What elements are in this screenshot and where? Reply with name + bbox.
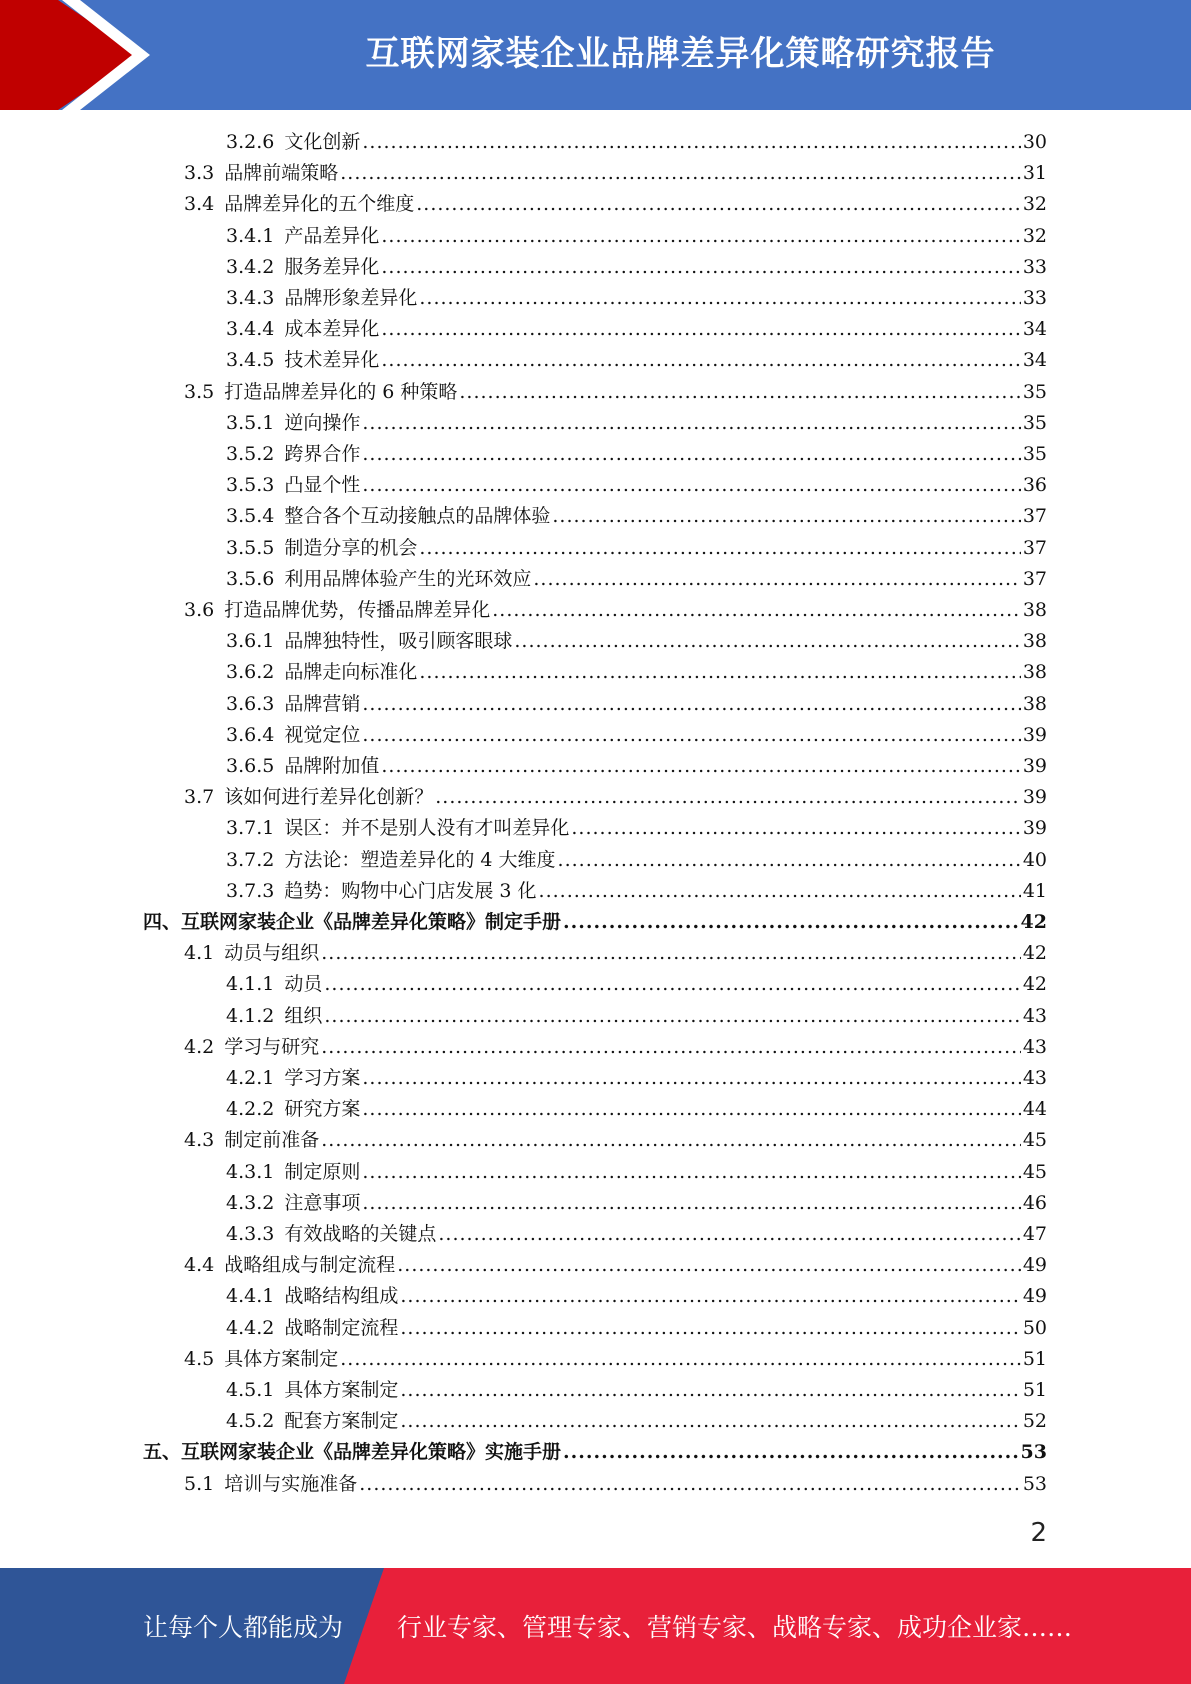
toc-entry[interactable] bbox=[226, 533, 1047, 564]
toc-entry[interactable] bbox=[184, 158, 1047, 189]
toc-entry[interactable] bbox=[143, 1437, 1047, 1468]
toc-entry-title: 服务差异化 bbox=[284, 255, 380, 278]
toc-entry-number: 3.5.3 bbox=[226, 474, 275, 497]
toc-leader-dots bbox=[435, 782, 1021, 813]
toc-leader-dots bbox=[362, 689, 1020, 720]
toc-entry-page: 41 bbox=[1022, 879, 1047, 902]
toc-entry[interactable] bbox=[226, 1219, 1047, 1250]
toc-leader-dots bbox=[381, 221, 1020, 252]
toc-entry-title: 战略组成与制定流程 bbox=[224, 1254, 396, 1277]
toc-entry-page: 50 bbox=[1022, 1316, 1047, 1339]
toc-entry[interactable] bbox=[226, 1281, 1047, 1312]
toc-entry-number: 4.5.2 bbox=[226, 1410, 275, 1433]
toc-leader-dots bbox=[381, 751, 1020, 782]
toc-entry-title: 制定前准备 bbox=[224, 1129, 320, 1152]
toc-entry[interactable] bbox=[226, 1313, 1047, 1344]
toc-entry-title: 视觉定位 bbox=[284, 723, 361, 746]
toc-leader-dots bbox=[362, 127, 1020, 158]
footer-slogan-right: 行业专家、管理专家、营销专家、战略专家、成功企业家…… bbox=[397, 1613, 1073, 1642]
toc-entry-page: 53 bbox=[1022, 1472, 1047, 1495]
header-title: 互联网家装企业品牌差异化策略研究报告 bbox=[365, 34, 996, 74]
toc-entry[interactable] bbox=[226, 689, 1047, 720]
toc-entry[interactable] bbox=[226, 969, 1047, 1000]
toc-entry-number: 3.4.2 bbox=[226, 255, 275, 278]
toc-entry-page: 35 bbox=[1022, 380, 1047, 403]
toc-entry-title: 动员与组织 bbox=[224, 942, 320, 965]
toc-entry-title: 组织 bbox=[284, 1004, 323, 1027]
toc-entry-page: 38 bbox=[1022, 692, 1047, 715]
toc-entry-title: 逆向操作 bbox=[284, 411, 361, 434]
toc-entry-page: 51 bbox=[1022, 1379, 1047, 1401]
toc-leader-dots bbox=[362, 720, 1020, 751]
toc-entry[interactable] bbox=[226, 501, 1047, 532]
toc-leader-dots bbox=[381, 314, 1020, 345]
toc-entry[interactable] bbox=[226, 720, 1047, 751]
toc-entry-number: 4.5 bbox=[184, 1347, 215, 1370]
toc-entry-number: 4.1.2 bbox=[226, 1004, 275, 1027]
toc-entry-title: 制造分享的机会 bbox=[284, 536, 418, 559]
toc-entry-title: 整合各个互动接触点的品牌体验 bbox=[284, 505, 551, 528]
toc-entry-page: 42 bbox=[1022, 973, 1047, 996]
toc-leader-dots bbox=[400, 1281, 1020, 1312]
toc-entry-page: 44 bbox=[1022, 1098, 1047, 1121]
toc-entry-page: 34 bbox=[1022, 318, 1047, 341]
toc-entry-page: 37 bbox=[1022, 567, 1047, 590]
toc-entry-title: 动员 bbox=[284, 973, 323, 996]
toc-entry-page: 40 bbox=[1022, 848, 1047, 871]
toc-entry[interactable] bbox=[184, 938, 1047, 969]
toc-entry-page: 35 bbox=[1022, 443, 1047, 465]
toc-entry-number: 4.5.1 bbox=[226, 1379, 275, 1401]
toc-entry[interactable] bbox=[184, 595, 1047, 626]
toc-entry-title: 趋势：购物中心门店发展 3 化 bbox=[284, 879, 537, 902]
toc-entry-number: 5.1 bbox=[184, 1472, 215, 1495]
toc-entry[interactable] bbox=[226, 657, 1047, 688]
toc-leader-dots bbox=[362, 1188, 1020, 1219]
toc-entry-title: 打造品牌优势，传播品牌差异化 bbox=[224, 599, 491, 621]
toc-entry-number: 4.4.1 bbox=[226, 1285, 275, 1308]
toc-entry[interactable] bbox=[226, 626, 1047, 657]
toc-leader-dots bbox=[340, 1344, 1021, 1375]
toc-entry-number: 3.4.3 bbox=[226, 287, 275, 309]
toc-entry-number: 3.7.2 bbox=[226, 848, 275, 871]
toc-entry-title: 战略结构组成 bbox=[284, 1285, 399, 1308]
toc-entry-page: 32 bbox=[1022, 224, 1047, 247]
toc-entry[interactable] bbox=[226, 345, 1047, 376]
toc-entry-title: 打造品牌差异化的 6 种策略 bbox=[224, 380, 458, 403]
toc-leader-dots bbox=[533, 564, 1020, 595]
toc-entry-title: 品牌营销 bbox=[284, 692, 361, 715]
toc-entry[interactable] bbox=[184, 1469, 1047, 1500]
toc-leader-dots bbox=[362, 470, 1020, 501]
toc-entry[interactable] bbox=[226, 283, 1047, 314]
toc-entry-number: 3.4.4 bbox=[226, 318, 275, 341]
toc-entry-title: 技术差异化 bbox=[284, 349, 380, 372]
page-footer bbox=[0, 1568, 1191, 1684]
toc-entry-number: 3.5.2 bbox=[226, 443, 275, 465]
toc-entry-title: 跨界合作 bbox=[284, 443, 361, 465]
toc-entry-number: 3.6.4 bbox=[226, 723, 275, 746]
toc-leader-dots bbox=[419, 283, 1020, 314]
toc-entry-number: 3.6.2 bbox=[226, 661, 275, 684]
toc-entry-page: 43 bbox=[1022, 1035, 1047, 1058]
toc-entry-page: 47 bbox=[1022, 1223, 1047, 1245]
toc-entry-number: 3.7 bbox=[184, 786, 215, 809]
toc-entry-title: 该如何进行差异化创新？ bbox=[224, 786, 434, 809]
toc-entry-page: 39 bbox=[1022, 723, 1047, 746]
page-number: 2 bbox=[1030, 1518, 1047, 1548]
toc-entry-page: 51 bbox=[1022, 1347, 1047, 1370]
toc-entry-title: 利用品牌体验产生的光环效应 bbox=[284, 567, 532, 590]
toc-entry-page: 38 bbox=[1022, 599, 1047, 621]
toc-entry-title: 战略制定流程 bbox=[284, 1316, 399, 1339]
toc-entry[interactable] bbox=[226, 1406, 1047, 1437]
toc-leader-dots bbox=[359, 1469, 1021, 1500]
toc-entry-title: 文化创新 bbox=[284, 131, 361, 153]
toc-leader-dots bbox=[381, 252, 1020, 283]
toc-entry-page: 49 bbox=[1022, 1285, 1047, 1308]
toc-leader-dots bbox=[362, 408, 1020, 439]
toc-entry-page: 30 bbox=[1022, 131, 1047, 153]
toc-entry[interactable] bbox=[226, 221, 1047, 252]
toc-leader-dots bbox=[324, 969, 1020, 1000]
toc-entry-page: 43 bbox=[1022, 1004, 1047, 1027]
toc-entry[interactable] bbox=[226, 1375, 1047, 1406]
toc-entry[interactable] bbox=[226, 314, 1047, 345]
toc-leader-dots bbox=[416, 189, 1021, 220]
toc-entry-title: 有效战略的关键点 bbox=[284, 1223, 437, 1245]
toc-entry[interactable] bbox=[226, 439, 1047, 470]
toc-entry[interactable] bbox=[184, 1125, 1047, 1156]
toc-entry[interactable] bbox=[184, 1344, 1047, 1375]
toc-leader-dots bbox=[321, 938, 1021, 969]
toc-entry-page: 34 bbox=[1022, 349, 1047, 372]
toc-entry[interactable] bbox=[226, 564, 1047, 595]
toc-entry-number: 3.2.6 bbox=[226, 131, 275, 153]
toc-leader-dots bbox=[362, 439, 1020, 470]
toc-entry[interactable] bbox=[226, 1094, 1047, 1125]
toc-entry-number: 4.4 bbox=[184, 1254, 215, 1277]
toc-entry-title: 品牌独特性，吸引顾客眼球 bbox=[284, 630, 513, 653]
toc-leader-dots bbox=[362, 1157, 1020, 1188]
header-arrow-decoration bbox=[0, 0, 160, 110]
toc-leader-dots bbox=[571, 813, 1020, 844]
toc-entry-title: 具体方案制定 bbox=[284, 1379, 399, 1401]
toc-leader-dots bbox=[397, 1250, 1021, 1281]
toc-entry-number: 4.2 bbox=[184, 1035, 215, 1058]
toc-entry-title: 学习方案 bbox=[284, 1067, 361, 1089]
page-header bbox=[0, 0, 1191, 110]
toc-entry-number: 3.5 bbox=[184, 380, 215, 403]
toc-leader-dots bbox=[459, 377, 1020, 408]
toc-entry-page: 52 bbox=[1022, 1410, 1047, 1433]
toc-entry[interactable] bbox=[226, 1157, 1047, 1188]
toc-entry-number: 4.2.1 bbox=[226, 1067, 275, 1089]
toc-entry-page: 49 bbox=[1022, 1254, 1047, 1277]
toc-entry[interactable] bbox=[226, 845, 1047, 876]
toc-entry-title: 注意事项 bbox=[284, 1191, 361, 1214]
toc-entry-page: 45 bbox=[1022, 1160, 1047, 1183]
toc-entry-page: 38 bbox=[1022, 661, 1047, 684]
toc-entry-number: 4.3.1 bbox=[226, 1160, 275, 1183]
toc-leader-dots bbox=[340, 158, 1021, 189]
toc-entry[interactable] bbox=[226, 1063, 1047, 1094]
toc-leader-dots bbox=[400, 1313, 1020, 1344]
toc-entry[interactable] bbox=[226, 408, 1047, 439]
toc-entry-page: 43 bbox=[1022, 1067, 1047, 1089]
toc-leader-dots bbox=[552, 501, 1020, 532]
toc-entry-page: 45 bbox=[1022, 1129, 1047, 1152]
toc-entry-number: 4.1 bbox=[184, 942, 215, 965]
footer-slogan-left: 让每个人都能成为 bbox=[143, 1613, 344, 1642]
toc-leader-dots bbox=[324, 1001, 1020, 1032]
toc-entry[interactable] bbox=[226, 813, 1047, 844]
toc-leader-dots bbox=[381, 345, 1020, 376]
toc-entry-number: 4.2.2 bbox=[226, 1098, 275, 1121]
toc-leader-dots bbox=[539, 876, 1021, 907]
toc-entry-title: 配套方案制定 bbox=[284, 1410, 399, 1433]
toc-entry-page: 33 bbox=[1022, 287, 1047, 309]
toc-entry-title: 凸显个性 bbox=[284, 474, 361, 497]
toc-entry-title: 误区：并不是别人没有才叫差异化 bbox=[284, 817, 570, 840]
toc-entry-title: 品牌形象差异化 bbox=[284, 287, 418, 309]
toc-entry-title: 具体方案制定 bbox=[224, 1347, 339, 1370]
toc-entry[interactable] bbox=[184, 1032, 1047, 1063]
toc-entry[interactable] bbox=[226, 1188, 1047, 1219]
toc-entry[interactable] bbox=[226, 252, 1047, 283]
toc-entry-title: 培训与实施准备 bbox=[224, 1472, 358, 1495]
toc-entry-number: 4.3.3 bbox=[226, 1223, 275, 1245]
toc-entry[interactable] bbox=[143, 907, 1047, 938]
toc-entry[interactable] bbox=[184, 189, 1047, 220]
toc-entry-title: 品牌前端策略 bbox=[224, 162, 339, 185]
toc-leader-dots bbox=[362, 1063, 1020, 1094]
toc-entry-number: 3.6.5 bbox=[226, 755, 275, 777]
toc-leader-dots bbox=[321, 1032, 1021, 1063]
toc-entry-number: 3.7.1 bbox=[226, 817, 275, 840]
toc-entry-number: 3.3 bbox=[184, 162, 215, 185]
toc-entry-number: 4.1.1 bbox=[226, 973, 275, 996]
toc-entry-number: 3.4 bbox=[184, 193, 215, 216]
toc-entry-number: 4.3 bbox=[184, 1129, 215, 1152]
toc-entry-number: 3.6 bbox=[184, 599, 215, 621]
toc-leader-dots bbox=[400, 1375, 1020, 1406]
toc-entry-title: 品牌走向标准化 bbox=[284, 661, 418, 684]
toc-entry[interactable] bbox=[226, 1001, 1047, 1032]
toc-entry-number: 3.7.3 bbox=[226, 879, 275, 902]
toc-leader-dots bbox=[558, 845, 1021, 876]
toc-entry-page: 32 bbox=[1022, 193, 1047, 216]
toc-leader-dots bbox=[514, 626, 1020, 657]
toc-entry-title: 品牌附加值 bbox=[284, 755, 380, 777]
toc-entry-page: 35 bbox=[1022, 411, 1047, 434]
toc-entry-page: 42 bbox=[1022, 942, 1047, 965]
toc-entry-page: 42 bbox=[1020, 911, 1047, 933]
toc-entry-number: 3.4.5 bbox=[226, 349, 275, 372]
toc-entry-page: 53 bbox=[1020, 1441, 1047, 1464]
toc-entry-page: 37 bbox=[1022, 505, 1047, 528]
toc-entry-page: 38 bbox=[1022, 630, 1047, 653]
toc-entry-page: 37 bbox=[1022, 536, 1047, 559]
toc-entry-number: 4.3.2 bbox=[226, 1191, 275, 1214]
toc-entry-number: 3.6.1 bbox=[226, 630, 275, 653]
toc-leader-dots bbox=[400, 1406, 1020, 1437]
toc-entry[interactable] bbox=[226, 127, 1047, 158]
toc-entry-page: 33 bbox=[1022, 255, 1047, 278]
toc-leader-dots bbox=[563, 907, 1019, 938]
toc-entry-page: 46 bbox=[1022, 1191, 1047, 1214]
toc-entry-title: 产品差异化 bbox=[284, 224, 380, 247]
toc-entry-title: 成本差异化 bbox=[284, 318, 380, 341]
toc-leader-dots bbox=[563, 1437, 1019, 1468]
toc-leader-dots bbox=[321, 1125, 1021, 1156]
toc-entry-page: 39 bbox=[1022, 817, 1047, 840]
toc-entry-page: 36 bbox=[1022, 474, 1047, 497]
toc-entry-number: 3.5.1 bbox=[226, 411, 275, 434]
toc-leader-dots bbox=[419, 533, 1020, 564]
toc-entry-page: 39 bbox=[1022, 786, 1047, 809]
toc-entry[interactable] bbox=[226, 751, 1047, 782]
toc-leader-dots bbox=[362, 1094, 1020, 1125]
toc-entry-page: 39 bbox=[1022, 755, 1047, 777]
toc-entry-title: 四、互联网家装企业《品牌差异化策略》制定手册 bbox=[143, 911, 562, 933]
toc-leader-dots bbox=[438, 1219, 1020, 1250]
toc-entry-number: 3.5.6 bbox=[226, 567, 275, 590]
toc-leader-dots bbox=[492, 595, 1021, 626]
toc-entry-number: 3.5.5 bbox=[226, 536, 275, 559]
toc-entry-title: 制定原则 bbox=[284, 1160, 361, 1183]
toc-entry-title: 研究方案 bbox=[284, 1098, 361, 1121]
toc-entry-number: 3.4.1 bbox=[226, 224, 275, 247]
toc-entry-title: 五、互联网家装企业《品牌差异化策略》实施手册 bbox=[143, 1441, 562, 1464]
toc-leader-dots bbox=[419, 657, 1020, 688]
toc-entry[interactable] bbox=[184, 1250, 1047, 1281]
toc-entry[interactable] bbox=[226, 876, 1047, 907]
toc-entry[interactable] bbox=[184, 377, 1047, 408]
toc-entry-number: 4.4.2 bbox=[226, 1316, 275, 1339]
toc-entry[interactable] bbox=[226, 470, 1047, 501]
toc-entry-title: 方法论：塑造差异化的 4 大维度 bbox=[284, 848, 556, 871]
toc-entry-number: 3.6.3 bbox=[226, 692, 275, 715]
toc-entry-title: 学习与研究 bbox=[224, 1035, 320, 1058]
toc-entry[interactable] bbox=[184, 782, 1047, 813]
toc-entry-number: 3.5.4 bbox=[226, 505, 275, 528]
toc-entry-title: 品牌差异化的五个维度 bbox=[224, 193, 415, 216]
toc-entry-page: 31 bbox=[1022, 162, 1047, 185]
